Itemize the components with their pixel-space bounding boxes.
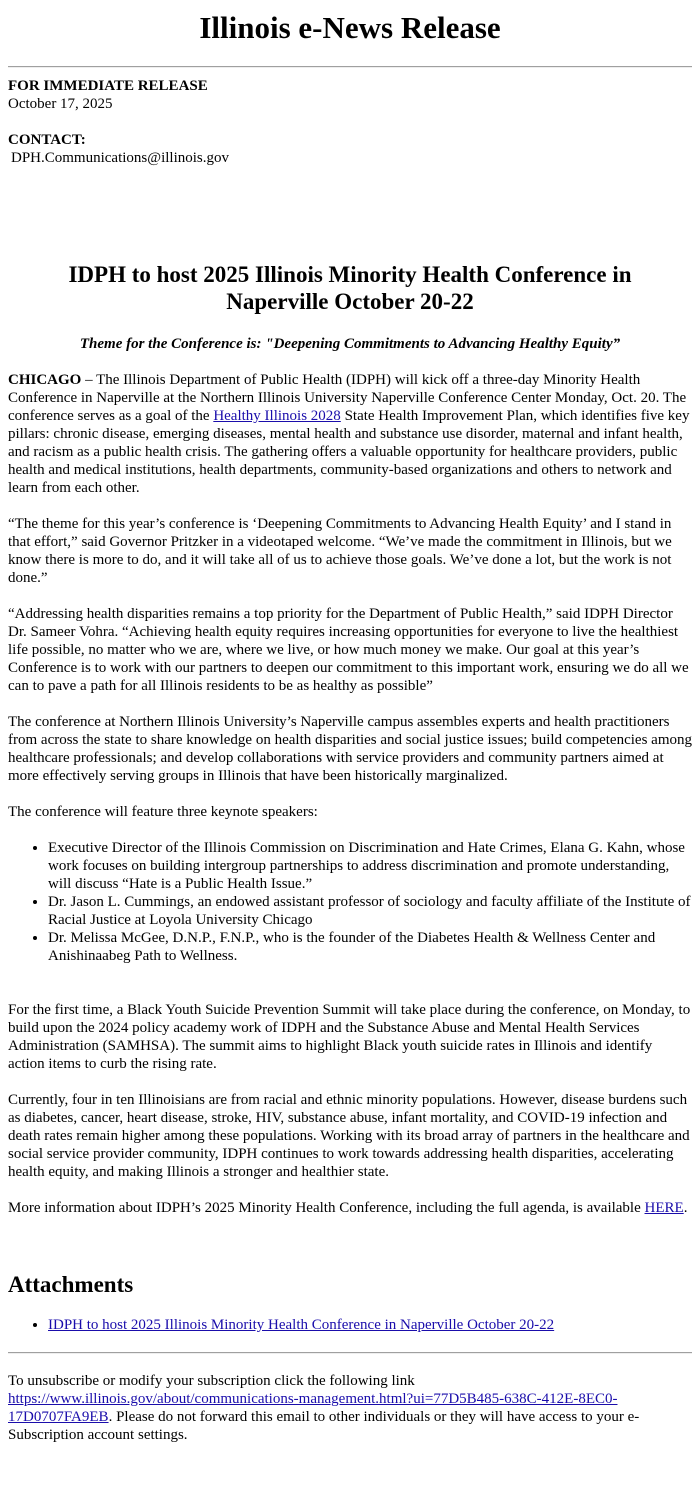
paragraph-conference-description: The conference at Northern Illinois University’s Naperville campus assembles experts and health practitioners from across the state to share knowledge on health disparities and social justice issues; build competencies among healthcare professionals; and develop collaborations with service providers and community partners aimed at more effectively serving groups in Illinois that have been historically marginalized. xyxy=(8,714,692,784)
release-date: October 17, 2025 xyxy=(8,96,113,112)
paragraph-keynote-intro: The conference will feature three keynote speakers: xyxy=(8,804,318,820)
release-label: FOR IMMEDIATE RELEASE xyxy=(8,78,208,94)
header-divider xyxy=(8,66,692,68)
unsubscribe-notice: To unsubscribe or modify your subscription click the following link https://www.illinois.gov/about/communications-management.html?ui=77D5B485-638C-412E-8EC0-17D0707FA9EB. Please do not forward this email to other individuals or they will have access to your e-Subscription account settings. xyxy=(8,1373,640,1443)
list-item-speaker: • Dr. Jason L. Cummings, an endowed assistant professor of sociology and faculty affiliate of the Institute of Racial Justice at Loyola University Chicago xyxy=(48,893,692,929)
more-info-here-link[interactable]: HERE xyxy=(644,1200,684,1216)
paragraph-director-quote: “Addressing health disparities remains a top priority for the Department of Public Health,” said IDPH Director Dr. Sameer Vohra. “Achieving health equity requires increasing opportunities for everyone to live the healthiest life possible, no matter who we are, where we live, or how much money we make. Our goal at this year’s Conference is to work with our partners to deepen our commitment to this important work, ensuring we do all we can to pave a path for all Illinois residents to be as healthy as possible” xyxy=(8,606,689,694)
paragraph-suicide-prevention-summit: For the first time, a Black Youth Suicide Prevention Summit will take place during the conference, on Monday, to build upon the 2024 policy academy work of IDPH and the Substance Abuse and Mental Health Services Administration (SAMHSA). The summit aims to highlight Black youth suicide rates in Illinois and identify action items to curb the rising rate. xyxy=(8,1002,691,1072)
paragraph-more-info: More information about IDPH’s 2025 Minority Health Conference, including the full agenda, is available HERE. xyxy=(8,1200,688,1216)
attachment-item xyxy=(48,1316,692,1334)
page-title: Illinois e-News Release xyxy=(199,10,501,45)
list-item-speaker: • Dr. Melissa McGee, D.N.P., F.N.P., who is the founder of the Diabetes Health & Wellness Center and Anishinaabeg Path to Wellness. xyxy=(48,929,692,965)
dateline: CHICAGO xyxy=(8,372,82,388)
healthy-illinois-2028-link[interactable]: Healthy Illinois 2028 xyxy=(213,408,341,424)
conference-theme: Theme for the Conference is: "Deepening Commitments to Advancing Healthy Equity” xyxy=(79,336,621,352)
article-headline: IDPH to host 2025 Illinois Minority Health Conference in Naperville October 20-22 xyxy=(68,262,632,314)
footer-divider xyxy=(8,1352,692,1354)
attachments-heading: Attachments xyxy=(8,1272,134,1297)
release-info xyxy=(8,77,692,167)
subscription-management-link[interactable]: https://www.illinois.gov/about/communications-management.html?ui=77D5B485-638C-412E-8EC0-17D0707FA9EB xyxy=(8,1391,618,1425)
paragraph-intro: CHICAGO – The Illinois Department of Public Health (IDPH) will kick off a three-day Minority Health Conference in Naperville at the Northern Illinois University Naperville Conference Center Monday, Oct. 20. The conference serves as a goal of the Healthy Illinois 2028 State Health Improvement Plan, which identifies five key pillars: chronic disease, emerging diseases, mental health and substance use disorder, maternal and infant health, and racism as a public health crisis. The gathering offers a valuable opportunity for healthcare providers, public health and medical institutions, health departments, community-based organizations and others to network and learn from each other. xyxy=(8,372,690,496)
attachments-list xyxy=(8,1316,692,1334)
contact-email: DPH.Communications@illinois.gov xyxy=(11,150,229,166)
paragraph-minority-populations: Currently, four in ten Illinoisians are from racial and ethnic minority populations. However, disease burdens such as diabetes, cancer, heart disease, stroke, HIV, substance abuse, infant mortality, and COVID-19 infection and death rates remain higher among these populations. Working with its broad array of partners in the healthcare and social service provider community, IDPH continues to work towards addressing health disparities, accelerating health equity, and making Illinois a stronger and healthier state. xyxy=(8,1092,690,1180)
paragraph-governor-quote: “The theme for this year’s conference is ‘Deepening Commitments to Advancing Health Equity’ and I stand in that effort,” said Governor Pritzker in a videotaped welcome. “We’ve made the commitment in Illinois, but we know there is more to do, and it will take all of us to achieve those goals. We’ve done a lot, but the work is not done.” xyxy=(8,516,672,586)
list-item-speaker: • Executive Director of the Illinois Commission on Discrimination and Hate Crimes, Elana G. Kahn, whose work focuses on building intergroup partnerships to address discrimination and promote understanding, will discuss “Hate is a Public Health Issue.” xyxy=(48,839,692,893)
keynote-speakers-list xyxy=(8,839,692,965)
contact-label: CONTACT: xyxy=(8,132,86,148)
attachment-link[interactable]: IDPH to host 2025 Illinois Minority Health Conference in Naperville October 20-22 xyxy=(48,1317,555,1333)
